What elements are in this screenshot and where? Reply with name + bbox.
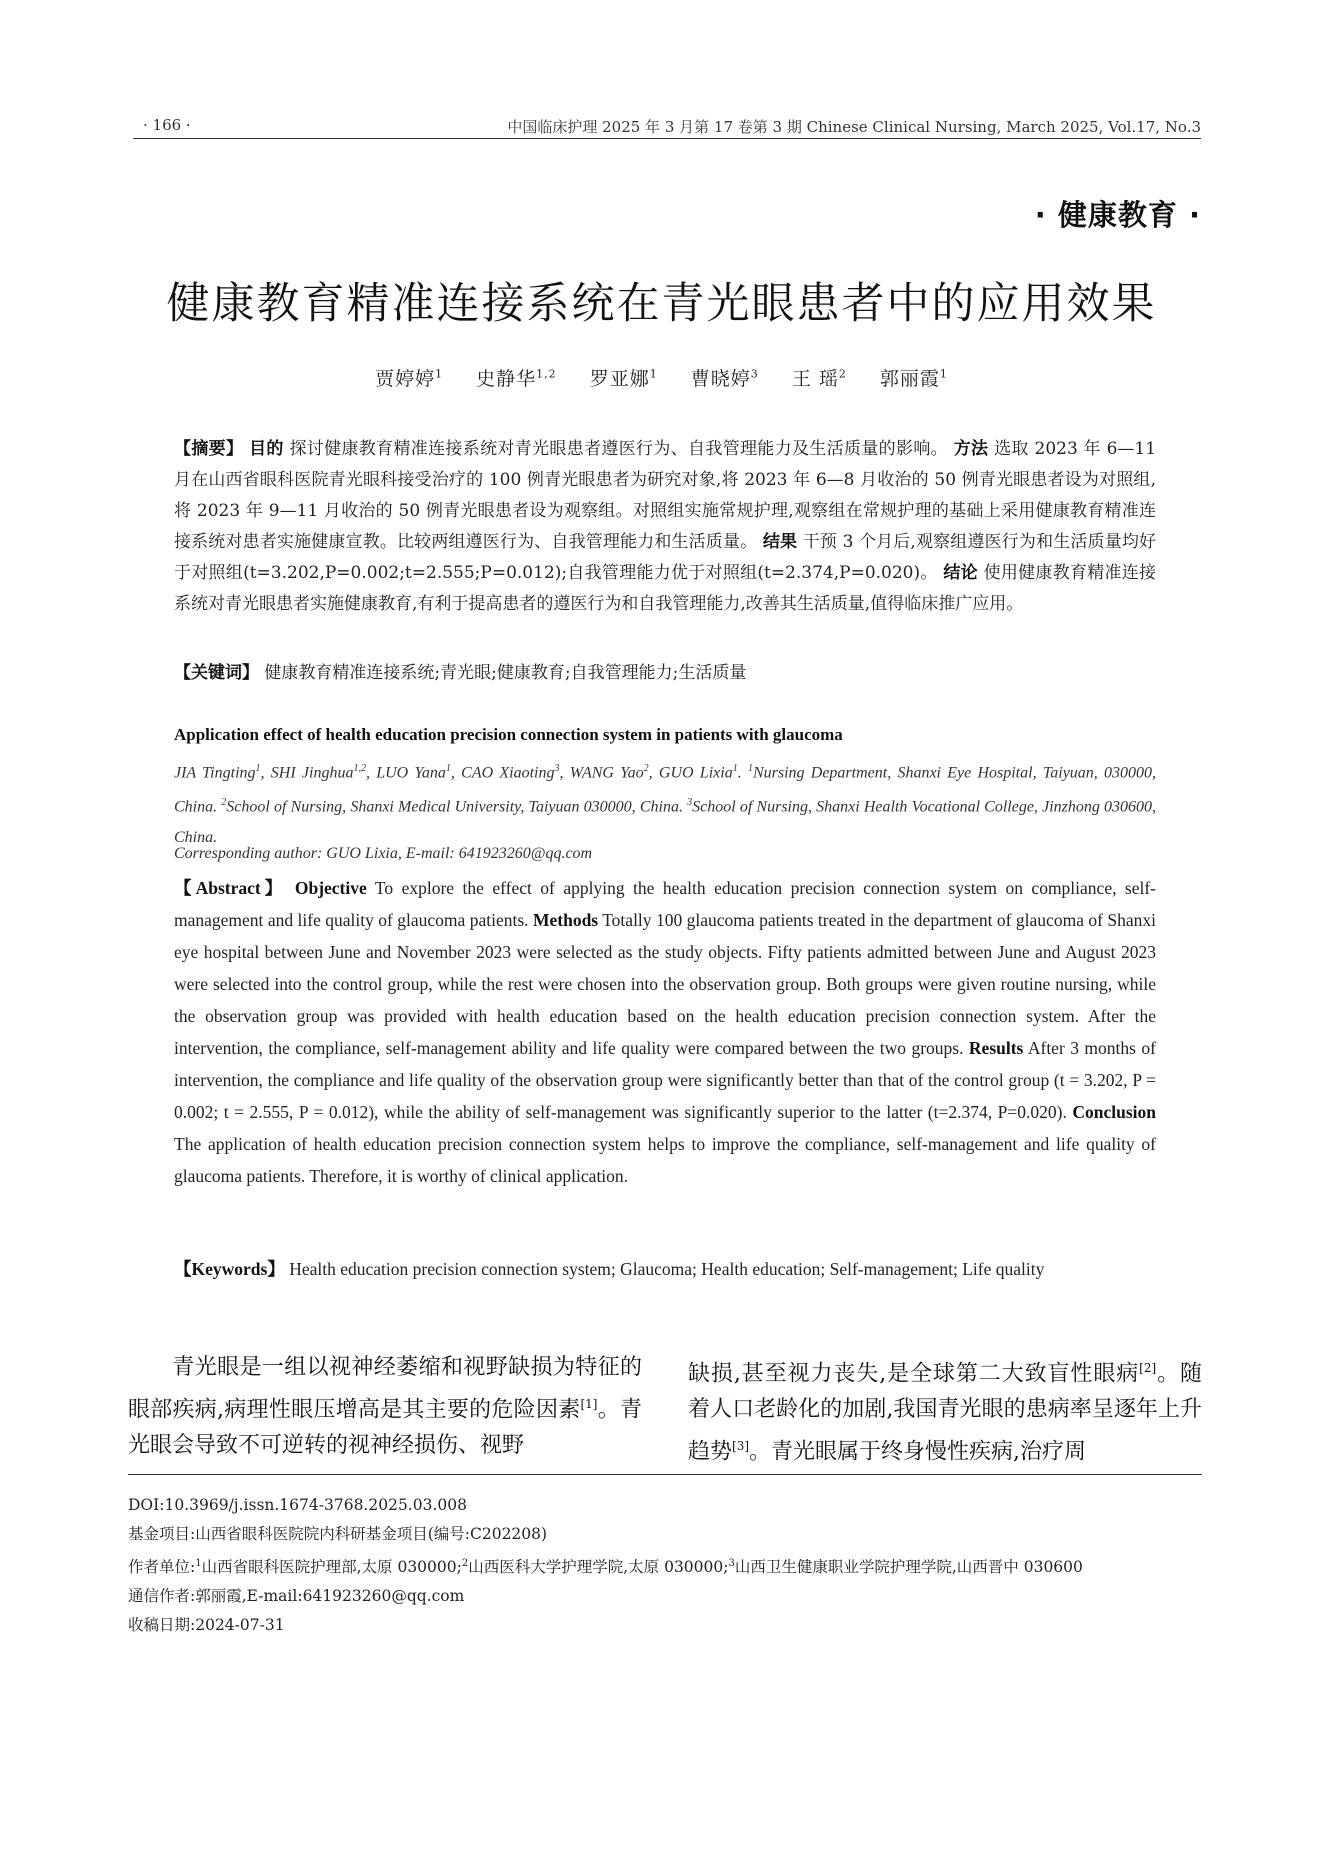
affiliation-2: School of Nursing, Shanxi Medical University, Taiyuan 030000, China. xyxy=(226,798,683,816)
body-column-left: 青光眼是一组以视神经萎缩和视野缺损为特征的眼部疾病,病理性眼压增高是其主要的危险因素[1]。青光眼会导致不可逆转的视神经损伤、视野 xyxy=(128,1355,642,1459)
corresponding-author: Corresponding author: GUO Lixia, E-mail: 641923260@qq.com xyxy=(174,845,593,862)
author: 贾婷婷$^1$ xyxy=(375,367,444,390)
author: 郭丽霞$^1$ xyxy=(879,367,948,390)
author-affiliations: 作者单位:$^1$山西省眼科医院护理部,太原 030000;$^2$山西医科大学护理学院,太原 030000;$^3$山西卫生健康职业学院护理学院,山西晋中 030600 xyxy=(128,1558,1083,1577)
methods-text: 选取 2023 年 6—11 月在山西省眼科医院青光眼科接受治疗的 100 例青光眼患者为研究对象,将 2023 年 6—8 月收治的 50 例青光眼患者设为对照组,将 2023 年 9—11 月收治的 50 例青光眼患者设为观察组。对照组实施常规护理,观察组在常规护理的基础上采用健康教育精准连接系统对患者实施健康宣教。比较两组遵医行为、自我管理能力和生活质量。 xyxy=(174,439,1157,552)
keywords-label: 【关键词】 xyxy=(174,663,259,683)
chinese-abstract xyxy=(174,434,1156,620)
doi[interactable]: DOI:10.3969/j.issn.1674-3768.2025.03.008 xyxy=(128,1496,467,1514)
objective-label: 目的 xyxy=(249,439,284,459)
abstract-label: 【摘要】 xyxy=(174,439,244,459)
english-abstract xyxy=(174,872,1156,1192)
methods-text: Totally 100 glaucoma patients treated in the department of glaucoma of Shanxi eye hospital between June and November 2023 were selected as the study objects. Fifty patients admitted between June and August 2023 were selected into the control group, while the rest were chosen into the observation group. Both groups were given routine nursing, while the observation group was provided with health education based on the health education precision connection system. After the intervention, the compliance, self-management ability and life quality were compared between the two groups. xyxy=(174,910,1156,1058)
keywords-label: 【Keywords】 xyxy=(174,1259,285,1279)
abstract-label: 【Abstract】 xyxy=(174,878,287,898)
affiliation-1: Nursing Department, Shanxi Eye Hospital, Taiyuan, 030000, China. xyxy=(174,764,1157,816)
citation-2[interactable]: [2] xyxy=(1139,1361,1157,1375)
affiliation-3: School of Nursing, Shanxi Health Vocational College, Jinzhong 030600, China. xyxy=(174,798,1157,846)
author: 罗亚娜$^1$ xyxy=(589,367,658,390)
conclusion-text: The application of health education precision connection system helps to improve the compliance, self-management and life quality of glaucoma patients. Therefore, it is worthy of clinical application. xyxy=(174,1134,1156,1186)
author: 曹晓婷$^3$ xyxy=(690,367,759,390)
author-list xyxy=(0,364,1323,391)
objective-text: 探讨健康教育精准连接系统对青光眼患者遵医行为、自我管理能力及生活质量的影响。 xyxy=(289,439,948,459)
column-tag: · 健康教育 · xyxy=(1034,198,1201,232)
keywords-text: 健康教育精准连接系统;青光眼;健康教育;自我管理能力;生活质量 xyxy=(264,663,747,683)
english-keywords xyxy=(174,1253,1156,1285)
fund-info: 基金项目:山西省眼科医院院内科研基金项目(编号:C202208) xyxy=(128,1525,548,1543)
conclusion-label: 结论 xyxy=(943,563,978,583)
author: 王 瑶$^2$ xyxy=(791,367,847,390)
journal-info: 中国临床护理 2025 年 3 月第 17 卷第 3 期 Chinese Clinical Nursing, March 2025, Vol.17, No.3 xyxy=(507,118,1201,136)
results-text: 干预 3 个月后,观察组遵医行为和生活质量均好于对照组(t=3.202,P=0.002;t=2.555;P=0.012);自我管理能力优于对照组(t=2.374,P=0.020)。 xyxy=(174,532,1157,583)
results-label: Results xyxy=(968,1038,1024,1058)
conclusion-label: Conclusion xyxy=(1072,1102,1156,1122)
page-number: · 166 · xyxy=(143,116,191,134)
chinese-keywords xyxy=(174,658,1156,689)
article-title: 健康教育精准连接系统在青光眼患者中的应用效果 xyxy=(166,279,1157,329)
author: 史静华$^{1,2}$ xyxy=(476,367,557,390)
received-date: 收稿日期:2024-07-31 xyxy=(128,1616,285,1635)
citation-3[interactable]: [3] xyxy=(732,1439,750,1454)
objective-label: Objective xyxy=(294,878,367,898)
english-authors: JIA Tingting$^1$, SHI Jinghua$^{1,2}$, LUO Yana$^1$, CAO Xiaoting$^3$, WANG Yao$^2$, GUO Lixia$^1$. $^1$Nursing Department, Shanxi Eye Hospital, Taiyuan, 030000, China. $^2$School of Nursing, Shanxi Medical University, Taiyuan 030000, China. $^3$School of Nursing, Shanxi Health Vocational College, Jinzhong 030600, China. xyxy=(174,763,1157,846)
methods-label: 方法 xyxy=(953,439,989,459)
conclusion-text: 使用健康教育精准连接系统对青光眼患者实施健康教育,有利于提高患者的遵医行为和自我管理能力,改善其生活质量,值得临床推广应用。 xyxy=(174,563,1157,614)
corresponding-author-cn: 通信作者:郭丽霞,E-mail:641923260@qq.com xyxy=(128,1587,465,1606)
footnote-divider xyxy=(128,1474,1202,1475)
body-column-right: 缺损,甚至视力丧失,是全球第二大致盲性眼病[2]。随着人口老龄化的加剧,我国青光眼的患病率呈逐年上升趋势[3]。青光眼属于终身慢性疾病,治疗周 xyxy=(688,1361,1202,1465)
objective-text: To explore the effect of applying the health education precision connection system on compliance, self-management and life quality of glaucoma patients. xyxy=(174,878,1157,930)
footnotes xyxy=(128,1491,1202,1640)
running-head xyxy=(133,112,1201,139)
results-label: 结果 xyxy=(762,532,798,552)
methods-label: Methods xyxy=(532,910,599,930)
english-title: Application effect of health education precision connection system in patients with glaucoma xyxy=(174,725,843,744)
keywords-text: Health education precision connection system; Glaucoma; Health education; Self-management; Life quality xyxy=(289,1259,1045,1279)
citation-1[interactable]: [1] xyxy=(580,1397,598,1411)
results-text: After 3 months of intervention, the compliance and life quality of the observation group were significantly better than that of the control group (t = 3.202, P = 0.002; t = 2.555, P = 0.012), while the ability of self-management was significantly superior to the latter (t=2.374, P=0.020). xyxy=(174,1038,1156,1122)
